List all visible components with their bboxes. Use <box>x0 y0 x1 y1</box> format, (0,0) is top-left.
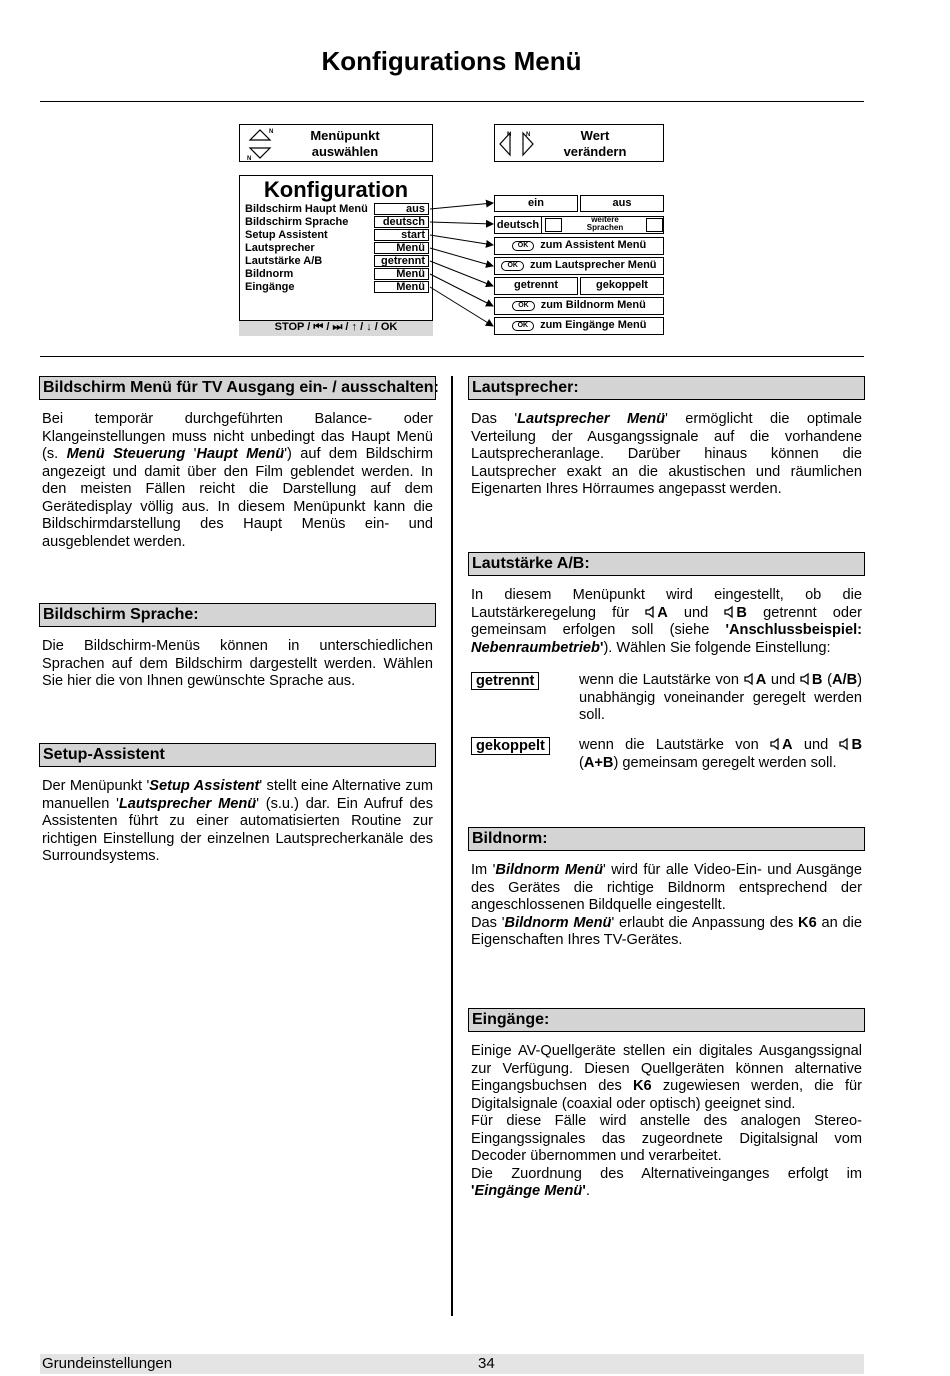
section-text-lautsprecher: Das 'Lautsprecher Menü' ermöglicht die optimale Verteilung der Ausgangssignale auf die vorhandene Lautsprecheranlage. Darüber hinaus können die Lautsprecher exakt an die akustischen und räumlichen Eigenarten Ihres Hörraumes angepasst werden. <box>471 411 863 497</box>
option-getrennt: getrennt <box>494 277 578 295</box>
section-text-bildschirm-sprache: Die Bildschirm-Menüs können in unterschiedlichen Sprachen auf dem Bildschirm dargestellt werden. Wählen Sie hier die von Ihnen gewünschte Sprache aus. <box>42 638 433 689</box>
section-heading-lautstaerke: Lautstärke A/B: <box>468 552 865 576</box>
menu-value-eingaenge: Menü <box>374 281 429 293</box>
tag-getrennt: getrennt <box>471 672 539 690</box>
ok-button-icon: OK <box>501 261 524 271</box>
option-deutsch: deutsch <box>494 216 542 234</box>
option-eingaenge: OK zum Eingänge Menü <box>494 317 664 335</box>
menu-title: Konfiguration <box>263 177 409 202</box>
section-heading-setup: Setup-Assistent <box>39 743 436 767</box>
speaker-icon <box>744 673 756 685</box>
svg-text:N: N <box>507 132 512 138</box>
svg-text:N: N <box>247 156 252 162</box>
ok-button-icon: OK <box>512 321 535 331</box>
change-label-line1: Wert <box>580 128 610 143</box>
option-weitere-checkbox <box>646 218 663 232</box>
menu-item-sprache: Bildschirm Sprache <box>245 216 349 228</box>
select-label-line1: Menüpunkt <box>310 128 380 143</box>
section-text-bildschirm-menu: Bei temporär durchgeführten Balance- oder Klangeinstellungen muss nicht unbedingt das Haupt Menü (s. Menü Steuerung 'Haupt Menü') auf dem Bildschirm angezeigt und damit über den Film geblendet werden. In den meisten Fällen reicht die Darstellung auf dem Gerätedisplay völlig aus. In diesem Menüpunkt kann die Bildschirmdarstellung des Haupt Menüs ein- und ausgeblendet werden. <box>42 411 433 550</box>
menu-item-setup: Setup Assistent <box>245 229 328 241</box>
menu-item-lautsprecher: Lautsprecher <box>245 242 315 254</box>
section-heading-bildnorm: Bildnorm: <box>468 827 865 851</box>
section-text-lautstaerke: In diesem Menüpunkt wird eingestellt, ob die Lautstärkeregelung für A und B getrennt oder gemeinsam erfolgen soll (siehe 'Anschlussbeispiel: Nebenraumbetrieb'). Wählen Sie folgende Einstellung: <box>471 587 862 656</box>
tag-gekoppelt: gekoppelt <box>471 737 550 755</box>
ok-button-icon: OK <box>512 241 535 251</box>
menu-value-haupt: aus <box>374 203 429 215</box>
svg-text:N: N <box>269 129 274 135</box>
menu-value-setup: start <box>374 229 429 241</box>
footer-section: Grundeinstellungen <box>42 1355 173 1372</box>
speaker-icon <box>724 606 736 618</box>
speaker-icon <box>770 738 782 750</box>
speaker-icon <box>800 673 812 685</box>
menu-value-sprache: deutsch <box>374 216 429 228</box>
page-number: 34 <box>478 1355 495 1372</box>
option-gekoppelt: gekoppelt <box>580 277 664 295</box>
svg-text:N: N <box>526 132 531 138</box>
menu-footer: STOP / ⏮ / ⏭ / ↑ / ↓ / OK <box>274 321 398 333</box>
option-weitere-sprachen: weitere Sprachen <box>586 215 624 232</box>
connector-arrows <box>428 190 498 335</box>
menu-item-bildnorm: Bildnorm <box>245 268 294 280</box>
text-gekoppelt: wenn die Lautstärke von A und B (A+B) gemeinsam geregelt werden soll. <box>579 737 862 771</box>
option-bildnorm: OK zum Bildnorm Menü <box>494 297 664 315</box>
up-down-arrows-icon <box>248 127 274 161</box>
option-deutsch-checkbox <box>545 218 562 232</box>
menu-value-lautstaerke: getrennt <box>374 255 429 267</box>
ok-button-icon: OK <box>512 301 535 311</box>
menu-item-eingaenge: Eingänge <box>245 281 295 293</box>
speaker-icon <box>645 606 657 618</box>
column-divider <box>451 376 453 1316</box>
menu-item-haupt: Bildschirm Haupt Menü <box>245 203 368 215</box>
section-text-setup: Der Menüpunkt 'Setup Assistent' stellt eine Alternative zum manuellen 'Lautsprecher Menü' (s.u.) dar. Ein Aufruf des Assistenten führt zu einer automatisierten Routine zur richtigen Einstellung der einzelnen Lautsprecherkanäle des Surroundsystems. <box>42 778 433 864</box>
left-right-arrows-icon <box>498 129 538 159</box>
option-ein: ein <box>494 195 578 212</box>
top-divider <box>40 101 864 102</box>
select-label-line2: auswählen <box>311 144 379 159</box>
option-aus: aus <box>580 195 664 212</box>
option-assistent: OK zum Assistent Menü <box>494 237 664 255</box>
option-lautsprecher: OK zum Lautsprecher Menü <box>494 257 664 275</box>
section-text-bildnorm: Im 'Bildnorm Menü' wird für alle Video-Ein- und Ausgänge des Gerätes die richtige Bildnorm entsprechend der angeschlossenen Bildquelle eingestellt. Das 'Bildnorm Menü' erlaubt die Anpassung des K6 an die Eigenschaften Ihres TV-Gerätes. <box>471 862 862 948</box>
text-getrennt: wenn die Lautstärke von A und B (A/B) unabhängig voneinander geregelt werden soll. <box>579 672 862 723</box>
section-heading-eingaenge: Eingänge: <box>468 1008 865 1032</box>
page-title: Konfigurations Menü <box>321 46 582 76</box>
change-label-line2: verändern <box>563 144 627 159</box>
section-text-eingaenge: Einige AV-Quellgeräte stellen ein digitales Ausgangssignal zur Verfügung. Diesen Quellgeräten können alternative Eingangsbuchsen des K6 zugewiesen werden, die für Digitalsignale (coaxial oder optisch) geeignet sind. Für diese Fälle wird anstelle des analogen Stereo-Eingangssignales das zugeordnete Digitalsignal vom Decoder übernommen und verarbeitet. Die Zuordnung des Alternativeinganges erfolgt im 'Eingänge Menü'. <box>471 1043 863 1199</box>
speaker-icon <box>839 738 851 750</box>
section-heading-bildschirm-sprache: Bildschirm Sprache: <box>39 603 436 627</box>
menu-item-lautstaerke: Lautstärke A/B <box>245 255 323 267</box>
middle-divider <box>40 356 864 357</box>
menu-value-lautsprecher: Menü <box>374 242 429 254</box>
section-heading-bildschirm-menu: Bildschirm Menü für TV Ausgang ein- / ausschalten: <box>39 376 436 400</box>
section-heading-lautsprecher: Lautsprecher: <box>468 376 865 400</box>
menu-value-bildnorm: Menü <box>374 268 429 280</box>
